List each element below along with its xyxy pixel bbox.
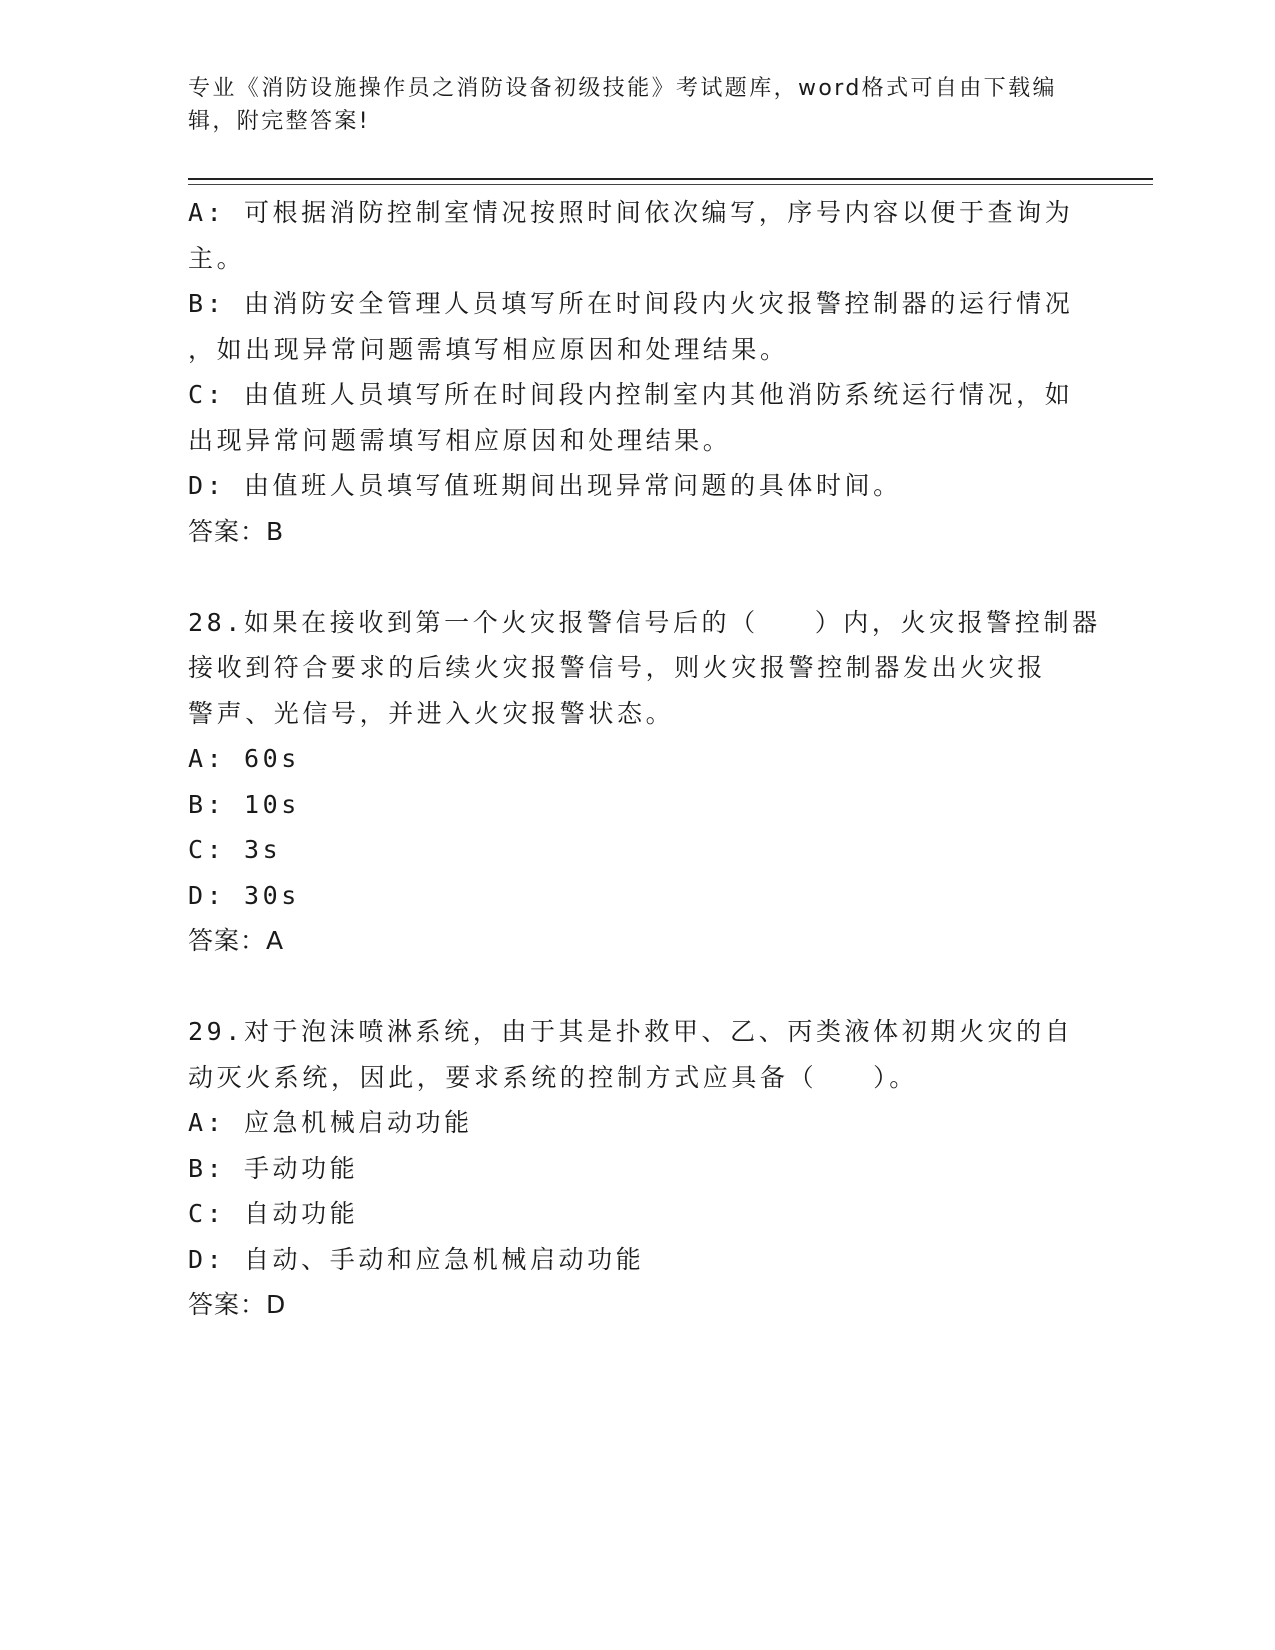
document-header (188, 72, 1068, 138)
answer: 答案：A (188, 926, 285, 955)
option-a: A: 应急机械启动功能 (188, 1108, 473, 1137)
header-line-2: 辑，附完整答案! (188, 109, 371, 134)
option-c: C: 3s (188, 835, 282, 864)
option-b-line-1: B: 由消防安全管理人员填写所在时间段内火灾报警控制器的运行情况 (188, 289, 1074, 318)
option-d: D: 30s (188, 880, 300, 910)
option-b-line-2: ，如出现异常问题需填写相应原因和处理结果。 (188, 334, 789, 364)
header-divider-thin (188, 184, 1153, 185)
question-29 (188, 1009, 1073, 1328)
option-b: B: 手动功能 (188, 1153, 359, 1183)
question-stem-line-3: 警声、光信号，并进入火灾报警状态。 (188, 698, 675, 728)
question-spacer (188, 964, 1073, 1010)
option-c-line-1: C: 由值班人员填写所在时间段内控制室内其他消防系统运行情况，如 (188, 380, 1074, 409)
option-c-line-2: 出现异常问题需填写相应原因和处理结果。 (188, 425, 732, 455)
header-divider-thick (188, 178, 1153, 180)
option-a: A: 60s (188, 744, 300, 773)
question-stem-line-2: 接收到符合要求的后续火灾报警信号，则火灾报警控制器发出火灾报 (188, 653, 1047, 682)
question-stem-line-1: 29.对于泡沫喷淋系统，由于其是扑救甲、乙、丙类液体初期火灾的自 (188, 1017, 1074, 1046)
option-d: D: 自动、手动和应急机械启动功能 (188, 1244, 645, 1274)
question-stem-line-2: 动灭火系统，因此，要求系统的控制方式应具备（ ）。 (188, 1062, 918, 1092)
header-line-1: 专业《消防设施操作员之消防设备初级技能》考试题库，word格式可自由下载编 (188, 76, 1057, 101)
question-content (188, 190, 1101, 1328)
question-spacer (188, 554, 1073, 600)
option-c: C: 自动功能 (188, 1199, 359, 1228)
option-b: B: 10s (188, 789, 300, 819)
question-28 (188, 600, 1101, 964)
option-d: D: 由值班人员填写值班期间出现异常问题的具体时间。 (188, 471, 902, 500)
question-27 (188, 190, 1073, 554)
option-a-line-2: 主。 (188, 243, 246, 273)
answer: 答案：B (188, 516, 285, 546)
option-a-line-1: A: 可根据消防控制室情况按照时间依次编写，序号内容以便于查询为 (188, 198, 1074, 227)
question-stem-line-1: 28.如果在接收到第一个火灾报警信号后的（ ）内，火灾报警控制器 (188, 607, 1101, 637)
answer: 答案：D (188, 1290, 287, 1319)
